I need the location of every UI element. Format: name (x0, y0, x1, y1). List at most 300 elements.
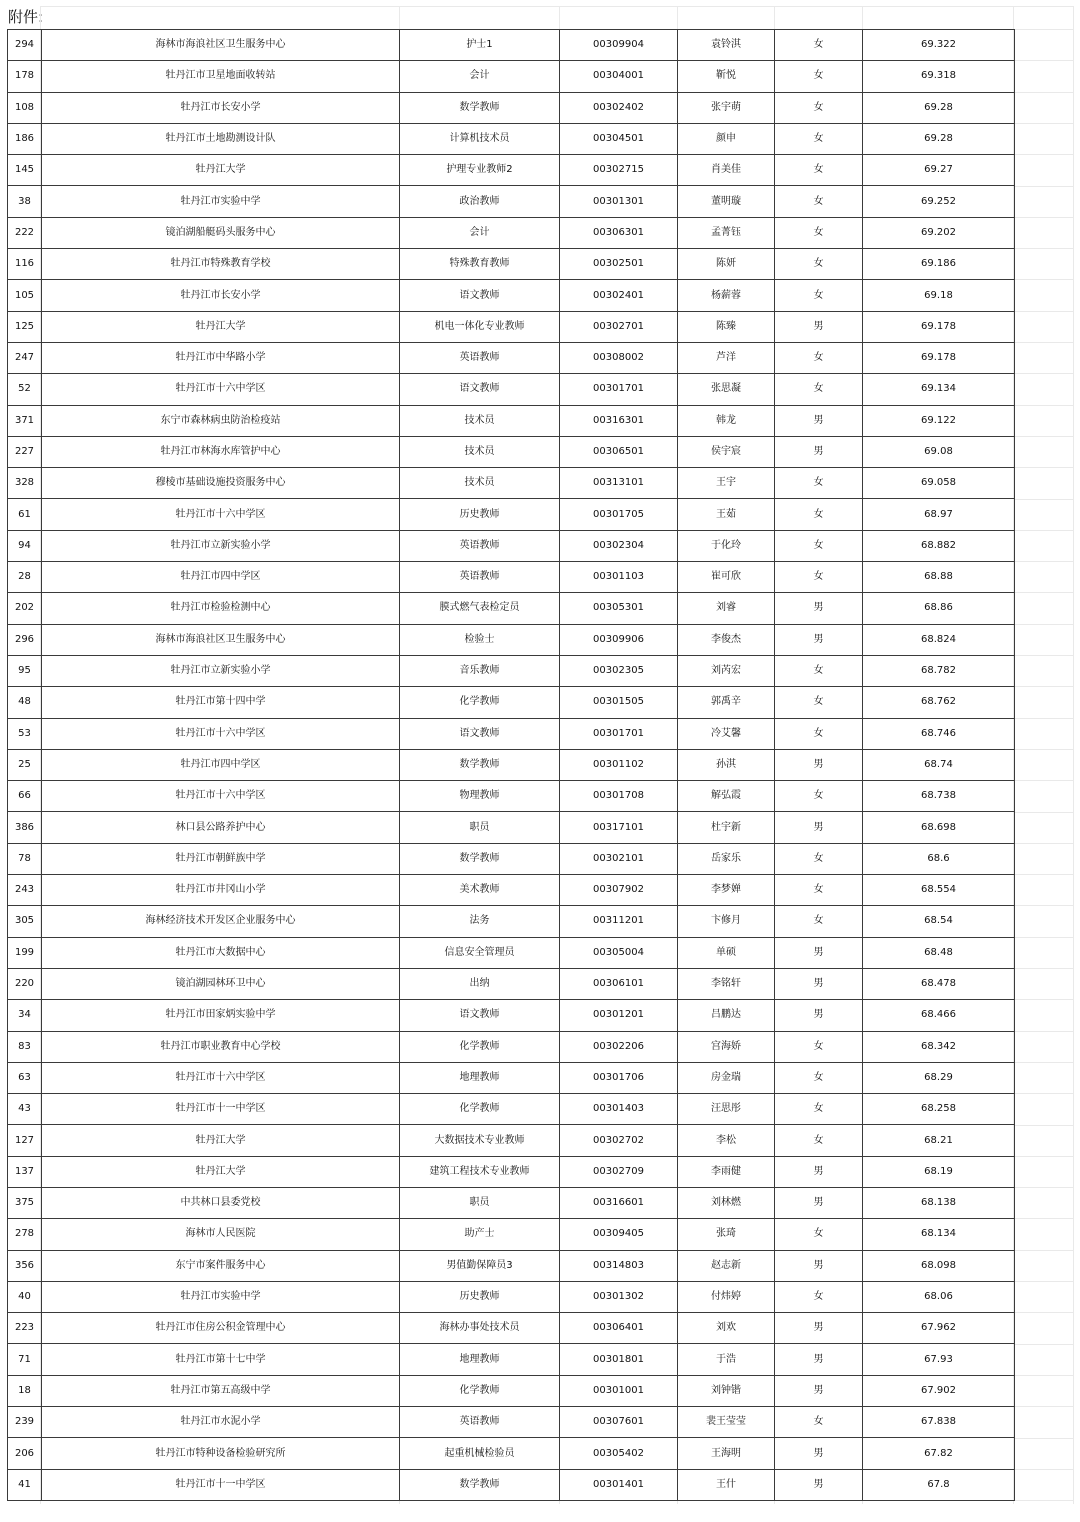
name-cell: 张思凝 (678, 374, 775, 405)
gender-cell: 女 (775, 280, 863, 311)
table-row (8, 1313, 1015, 1344)
unit-cell: 牡丹江市职业教育中心学校 (42, 1031, 400, 1062)
name-cell: 裴王莹莹 (678, 1407, 775, 1438)
row-number-cell: 95 (8, 655, 42, 686)
position-cell: 英语教师 (400, 562, 560, 593)
gender-cell: 女 (775, 718, 863, 749)
position-cell: 技术员 (400, 436, 560, 467)
name-cell: 房金瑞 (678, 1062, 775, 1093)
unit-cell: 牡丹江市十六中学区 (42, 374, 400, 405)
position-code-cell: 00301701 (560, 718, 678, 749)
gender-cell: 男 (775, 1344, 863, 1375)
gridline (1013, 1375, 1073, 1376)
position-cell: 职员 (400, 812, 560, 843)
gender-cell: 男 (775, 1000, 863, 1031)
name-cell: 郭禹辛 (678, 687, 775, 718)
name-cell: 侯宇宸 (678, 436, 775, 467)
unit-cell: 牡丹江市第五高级中学 (42, 1375, 400, 1406)
position-cell: 会计 (400, 61, 560, 92)
gridline (1013, 1312, 1073, 1313)
row-number-cell: 34 (8, 1000, 42, 1031)
gridline (1013, 1218, 1073, 1219)
score-cell: 68.554 (863, 875, 1015, 906)
score-cell: 67.93 (863, 1344, 1015, 1375)
gender-cell: 女 (775, 1125, 863, 1156)
name-cell: 吕鹏达 (678, 1000, 775, 1031)
attachment-label: 附件: (8, 8, 44, 26)
position-cell: 职员 (400, 1187, 560, 1218)
unit-cell: 牡丹江市四中学区 (42, 562, 400, 593)
position-code-cell: 00313101 (560, 468, 678, 499)
gridline (1013, 1500, 1073, 1501)
position-cell: 英语教师 (400, 1407, 560, 1438)
gender-cell: 女 (775, 1219, 863, 1250)
name-cell: 汪思彤 (678, 1094, 775, 1125)
unit-cell: 牡丹江市大数据中心 (42, 937, 400, 968)
name-cell: 陈臻 (678, 311, 775, 342)
table-row (8, 562, 1015, 593)
name-cell: 颜申 (678, 123, 775, 154)
score-cell: 69.28 (863, 123, 1015, 154)
position-cell: 计算机技术员 (400, 123, 560, 154)
table-row (8, 1344, 1015, 1375)
gridline (1013, 1281, 1073, 1282)
position-code-cell: 00314803 (560, 1250, 678, 1281)
row-number-cell: 199 (8, 937, 42, 968)
gender-cell: 女 (775, 186, 863, 217)
table-row (8, 186, 1015, 217)
row-number-cell: 223 (8, 1313, 42, 1344)
score-cell: 69.18 (863, 280, 1015, 311)
position-cell: 美术教师 (400, 875, 560, 906)
position-cell: 出纳 (400, 968, 560, 999)
position-cell: 男值勤保障员3 (400, 1250, 560, 1281)
gender-cell: 男 (775, 1156, 863, 1187)
unit-cell: 牡丹江市田家炳实验中学 (42, 1000, 400, 1031)
gridline (1013, 499, 1073, 500)
unit-cell: 牡丹江市特种设备检验研究所 (42, 1438, 400, 1469)
unit-cell: 牡丹江市第十四中学 (42, 687, 400, 718)
name-cell: 王宇 (678, 468, 775, 499)
name-cell: 靳悦 (678, 61, 775, 92)
name-cell: 赵志新 (678, 1250, 775, 1281)
gender-cell: 女 (775, 687, 863, 718)
score-cell: 68.97 (863, 499, 1015, 530)
table-row (8, 843, 1015, 874)
name-cell: 李梦婵 (678, 875, 775, 906)
score-cell: 68.782 (863, 655, 1015, 686)
gridline (1073, 6, 1074, 1504)
row-number-cell: 356 (8, 1250, 42, 1281)
unit-cell: 牡丹江市十六中学区 (42, 781, 400, 812)
gridline (1013, 530, 1073, 531)
position-code-cell: 00302305 (560, 655, 678, 686)
name-cell: 孙淇 (678, 749, 775, 780)
position-code-cell: 00302206 (560, 1031, 678, 1062)
gridline (1013, 718, 1073, 719)
position-cell: 大数据技术专业教师 (400, 1125, 560, 1156)
row-number-cell: 145 (8, 155, 42, 186)
gender-cell: 女 (775, 843, 863, 874)
gender-cell: 女 (775, 1031, 863, 1062)
position-cell: 特殊教育教师 (400, 249, 560, 280)
table-row (8, 530, 1015, 561)
table-row (8, 593, 1015, 624)
row-number-cell: 227 (8, 436, 42, 467)
name-cell: 冷艾馨 (678, 718, 775, 749)
table-row (8, 468, 1015, 499)
gridline (1013, 999, 1073, 1000)
gridline (1013, 686, 1073, 687)
score-cell: 68.762 (863, 687, 1015, 718)
row-number-cell: 63 (8, 1062, 42, 1093)
gridline (1013, 968, 1073, 969)
table-row (8, 1062, 1015, 1093)
table-row (8, 718, 1015, 749)
position-code-cell: 00301701 (560, 374, 678, 405)
position-cell: 技术员 (400, 468, 560, 499)
gender-cell: 女 (775, 123, 863, 154)
unit-cell: 牡丹江市十六中学区 (42, 1062, 400, 1093)
gender-cell: 男 (775, 937, 863, 968)
name-cell: 单硕 (678, 937, 775, 968)
score-cell: 68.478 (863, 968, 1015, 999)
row-number-cell: 247 (8, 342, 42, 373)
row-number-cell: 178 (8, 61, 42, 92)
unit-cell: 牡丹江市土地勘测设计队 (42, 123, 400, 154)
position-code-cell: 00306101 (560, 968, 678, 999)
position-code-cell: 00302501 (560, 249, 678, 280)
gridline (1013, 1062, 1073, 1063)
position-cell: 助产士 (400, 1219, 560, 1250)
unit-cell: 牡丹江大学 (42, 311, 400, 342)
gridline (1013, 467, 1073, 468)
gridline (1013, 780, 1073, 781)
gender-cell: 女 (775, 249, 863, 280)
gender-cell: 女 (775, 1094, 863, 1125)
score-cell: 69.08 (863, 436, 1015, 467)
unit-cell: 牡丹江市特殊教育学校 (42, 249, 400, 280)
position-code-cell: 00301801 (560, 1344, 678, 1375)
name-cell: 于化玲 (678, 530, 775, 561)
score-cell: 67.902 (863, 1375, 1015, 1406)
gridline (1013, 1344, 1073, 1345)
name-cell: 李俊杰 (678, 624, 775, 655)
gender-cell: 女 (775, 342, 863, 373)
score-table-body (8, 30, 1015, 1501)
table-row (8, 92, 1015, 123)
gender-cell: 男 (775, 593, 863, 624)
position-code-cell: 00308002 (560, 342, 678, 373)
score-cell: 68.824 (863, 624, 1015, 655)
score-cell: 68.48 (863, 937, 1015, 968)
table-row (8, 812, 1015, 843)
gridline (1013, 1406, 1073, 1407)
row-number-cell: 53 (8, 718, 42, 749)
unit-cell: 海林市海浪社区卫生服务中心 (42, 624, 400, 655)
table-row (8, 405, 1015, 436)
position-code-cell: 00301505 (560, 687, 678, 718)
gridline (1013, 405, 1073, 406)
name-cell: 解弘霞 (678, 781, 775, 812)
sheet-header (0, 0, 1080, 29)
table-row (8, 906, 1015, 937)
score-cell: 69.134 (863, 374, 1015, 405)
position-code-cell: 00307601 (560, 1407, 678, 1438)
table-row (8, 249, 1015, 280)
unit-cell: 海林市人民医院 (42, 1219, 400, 1250)
row-number-cell: 41 (8, 1469, 42, 1500)
table-row (8, 61, 1015, 92)
row-number-cell: 66 (8, 781, 42, 812)
position-cell: 语文教师 (400, 280, 560, 311)
position-cell: 数学教师 (400, 749, 560, 780)
gender-cell: 男 (775, 311, 863, 342)
name-cell: 芦洋 (678, 342, 775, 373)
gridline (1013, 1156, 1073, 1157)
score-cell: 68.29 (863, 1062, 1015, 1093)
gender-cell: 男 (775, 436, 863, 467)
position-code-cell: 00305402 (560, 1438, 678, 1469)
name-cell: 韩龙 (678, 405, 775, 436)
row-number-cell: 116 (8, 249, 42, 280)
gender-cell: 女 (775, 30, 863, 61)
score-cell: 69.27 (863, 155, 1015, 186)
unit-cell: 林口县公路养护中心 (42, 812, 400, 843)
position-cell: 海林办事处技术员 (400, 1313, 560, 1344)
table-row (8, 624, 1015, 655)
gender-cell: 男 (775, 1375, 863, 1406)
table-row (8, 30, 1015, 61)
unit-cell: 海林市海浪社区卫生服务中心 (42, 30, 400, 61)
position-code-cell: 00301708 (560, 781, 678, 812)
position-code-cell: 00302401 (560, 280, 678, 311)
row-number-cell: 222 (8, 217, 42, 248)
table-row (8, 1375, 1015, 1406)
table-row (8, 217, 1015, 248)
row-number-cell: 296 (8, 624, 42, 655)
score-cell: 67.8 (863, 1469, 1015, 1500)
name-cell: 董明璇 (678, 186, 775, 217)
gridline (1013, 123, 1073, 124)
unit-cell: 牡丹江市实验中学 (42, 1281, 400, 1312)
position-code-cell: 00301401 (560, 1469, 678, 1500)
score-cell: 68.258 (863, 1094, 1015, 1125)
position-code-cell: 00302402 (560, 92, 678, 123)
position-cell: 建筑工程技术专业教师 (400, 1156, 560, 1187)
name-cell: 宫海娇 (678, 1031, 775, 1062)
position-cell: 历史教师 (400, 499, 560, 530)
row-number-cell: 105 (8, 280, 42, 311)
row-number-cell: 375 (8, 1187, 42, 1218)
position-code-cell: 00301302 (560, 1281, 678, 1312)
gender-cell: 男 (775, 1313, 863, 1344)
table-row (8, 1469, 1015, 1500)
position-code-cell: 00301301 (560, 186, 678, 217)
row-number-cell: 328 (8, 468, 42, 499)
row-number-cell: 305 (8, 906, 42, 937)
row-number-cell: 186 (8, 123, 42, 154)
score-cell: 69.178 (863, 342, 1015, 373)
position-code-cell: 00302101 (560, 843, 678, 874)
position-code-cell: 00317101 (560, 812, 678, 843)
gridline (1013, 92, 1073, 93)
table-row (8, 1407, 1015, 1438)
name-cell: 杨薪蓉 (678, 280, 775, 311)
score-cell: 68.88 (863, 562, 1015, 593)
row-number-cell: 78 (8, 843, 42, 874)
gridline (1013, 655, 1073, 656)
name-cell: 王海明 (678, 1438, 775, 1469)
position-code-cell: 00302709 (560, 1156, 678, 1187)
table-row (8, 1000, 1015, 1031)
gridline (1013, 937, 1073, 938)
gender-cell: 男 (775, 1469, 863, 1500)
unit-cell: 牡丹江市第十七中学 (42, 1344, 400, 1375)
unit-cell: 牡丹江市林海水库管护中心 (42, 436, 400, 467)
unit-cell: 牡丹江市长安小学 (42, 280, 400, 311)
position-cell: 化学教师 (400, 1375, 560, 1406)
gridline (1013, 1250, 1073, 1251)
table-row (8, 781, 1015, 812)
score-cell: 68.54 (863, 906, 1015, 937)
unit-cell: 牡丹江市立新实验小学 (42, 530, 400, 561)
row-number-cell: 108 (8, 92, 42, 123)
score-cell: 69.252 (863, 186, 1015, 217)
name-cell: 刘睿 (678, 593, 775, 624)
position-cell: 音乐教师 (400, 655, 560, 686)
gridline (1013, 905, 1073, 906)
gender-cell: 女 (775, 468, 863, 499)
table-row (8, 499, 1015, 530)
gender-cell: 女 (775, 217, 863, 248)
table-row (8, 875, 1015, 906)
position-code-cell: 00311201 (560, 906, 678, 937)
score-cell: 67.962 (863, 1313, 1015, 1344)
gender-cell: 女 (775, 1281, 863, 1312)
score-cell: 68.134 (863, 1219, 1015, 1250)
row-number-cell: 294 (8, 30, 42, 61)
score-cell: 68.19 (863, 1156, 1015, 1187)
name-cell: 刘芮宏 (678, 655, 775, 686)
gender-cell: 男 (775, 405, 863, 436)
position-code-cell: 00301403 (560, 1094, 678, 1125)
gender-cell: 男 (775, 812, 863, 843)
score-cell: 69.28 (863, 92, 1015, 123)
table-row (8, 968, 1015, 999)
gender-cell: 女 (775, 155, 863, 186)
gender-cell: 男 (775, 1438, 863, 1469)
unit-cell: 牡丹江市十一中学区 (42, 1469, 400, 1500)
unit-cell: 牡丹江市卫星地面收转站 (42, 61, 400, 92)
score-cell: 69.178 (863, 311, 1015, 342)
gender-cell: 女 (775, 781, 863, 812)
position-code-cell: 00306401 (560, 1313, 678, 1344)
gridline (1013, 342, 1073, 343)
table-row (8, 280, 1015, 311)
position-cell: 政治教师 (400, 186, 560, 217)
unit-cell: 牡丹江市检验检测中心 (42, 593, 400, 624)
name-cell: 刘钟锴 (678, 1375, 775, 1406)
score-cell: 69.318 (863, 61, 1015, 92)
row-number-cell: 239 (8, 1407, 42, 1438)
row-number-cell: 52 (8, 374, 42, 405)
position-cell: 历史教师 (400, 1281, 560, 1312)
table-row (8, 749, 1015, 780)
position-cell: 起重机械检验员 (400, 1438, 560, 1469)
row-number-cell: 243 (8, 875, 42, 906)
position-code-cell: 00306301 (560, 217, 678, 248)
gridline (1013, 217, 1073, 218)
row-number-cell: 25 (8, 749, 42, 780)
score-cell: 69.202 (863, 217, 1015, 248)
position-code-cell: 00309405 (560, 1219, 678, 1250)
score-cell: 69.122 (863, 405, 1015, 436)
table-row (8, 155, 1015, 186)
gridline (1013, 154, 1073, 155)
position-cell: 英语教师 (400, 342, 560, 373)
position-cell: 地理教师 (400, 1062, 560, 1093)
position-cell: 护理专业教师2 (400, 155, 560, 186)
gender-cell: 男 (775, 749, 863, 780)
table-row (8, 1031, 1015, 1062)
gender-cell: 男 (775, 624, 863, 655)
gridline (1013, 624, 1073, 625)
table-row (8, 436, 1015, 467)
gender-cell: 女 (775, 1407, 863, 1438)
row-number-cell: 28 (8, 562, 42, 593)
row-number-cell: 40 (8, 1281, 42, 1312)
score-cell: 68.698 (863, 812, 1015, 843)
name-cell: 付炜婷 (678, 1281, 775, 1312)
position-cell: 语文教师 (400, 374, 560, 405)
unit-cell: 牡丹江市朝鲜族中学 (42, 843, 400, 874)
gender-cell: 女 (775, 875, 863, 906)
position-cell: 语文教师 (400, 718, 560, 749)
position-cell: 数学教师 (400, 92, 560, 123)
gender-cell: 女 (775, 1062, 863, 1093)
table-row (8, 1250, 1015, 1281)
position-code-cell: 00301102 (560, 749, 678, 780)
gridline (1013, 186, 1073, 187)
row-number-cell: 127 (8, 1125, 42, 1156)
table-row (8, 1094, 1015, 1125)
position-code-cell: 00302701 (560, 311, 678, 342)
table-row (8, 937, 1015, 968)
unit-cell: 牡丹江市井冈山小学 (42, 875, 400, 906)
table-row (8, 342, 1015, 373)
row-number-cell: 18 (8, 1375, 42, 1406)
row-number-cell: 61 (8, 499, 42, 530)
position-code-cell: 00301001 (560, 1375, 678, 1406)
row-number-cell: 220 (8, 968, 42, 999)
name-cell: 李铭轩 (678, 968, 775, 999)
position-code-cell: 00301201 (560, 1000, 678, 1031)
unit-cell: 镜泊湖园林环卫中心 (42, 968, 400, 999)
gridline (1013, 248, 1073, 249)
gridline (1013, 561, 1073, 562)
gender-cell: 女 (775, 530, 863, 561)
position-cell: 信息安全管理员 (400, 937, 560, 968)
gender-cell: 女 (775, 374, 863, 405)
score-cell: 68.06 (863, 1281, 1015, 1312)
table-row (8, 123, 1015, 154)
name-cell: 张宇萌 (678, 92, 775, 123)
position-cell: 法务 (400, 906, 560, 937)
unit-cell: 东宁市案件服务中心 (42, 1250, 400, 1281)
name-cell: 刘欢 (678, 1313, 775, 1344)
score-cell: 68.21 (863, 1125, 1015, 1156)
